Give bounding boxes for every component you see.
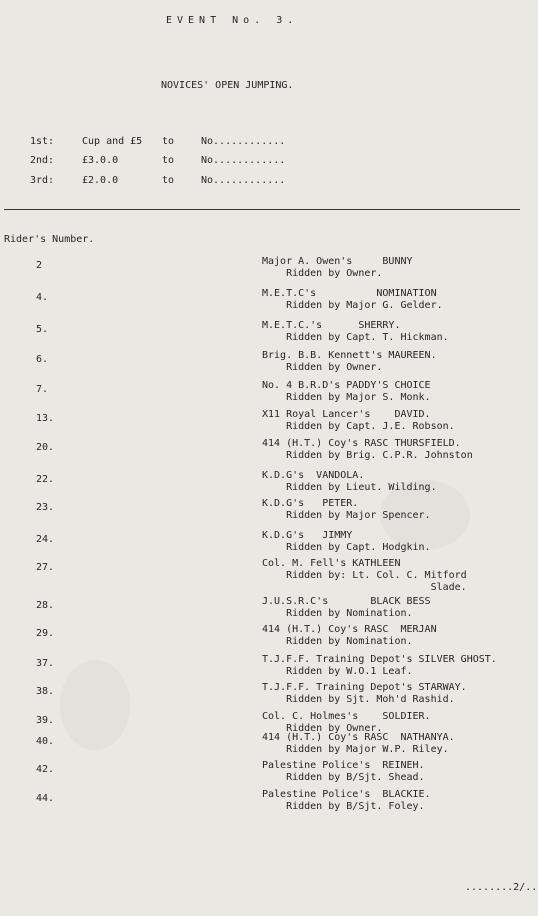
- entry-owner-horse: K.D.G's VANDOLA.: [262, 470, 365, 481]
- prize-value: Cup and £5: [82, 136, 143, 147]
- entry-rider: Ridden by: Lt. Col. C. Mitford: [262, 570, 467, 581]
- entry-rider: Ridden by B/Sjt. Foley.: [262, 801, 425, 812]
- rider-number: 23.: [36, 502, 55, 513]
- rider-number: 22.: [36, 474, 55, 485]
- entry-rider: Ridden by Major Spencer.: [262, 510, 431, 521]
- entry-owner-horse: Col. C. Holmes's SOLDIER.: [262, 711, 431, 722]
- rider-number: 13.: [36, 413, 55, 424]
- entry-owner-horse: 414 (H.T.) Coy's RASC THURSFIELD.: [262, 438, 461, 449]
- entry-rider: Ridden by Owner.: [262, 362, 383, 373]
- entry-rider: Ridden by Brig. C.P.R. Johnston: [262, 450, 473, 461]
- entry-rider: Ridden by Major G. Gelder.: [262, 300, 443, 311]
- entry-owner-horse: K.D.G's PETER.: [262, 498, 359, 509]
- entry-rider: Ridden by B/Sjt. Shead.: [262, 772, 425, 783]
- entry-owner-horse: 414 (H.T.) Coy's RASC NATHANYA.: [262, 732, 455, 743]
- entry-rider: Ridden by Major W.P. Riley.: [262, 744, 449, 755]
- rider-number: 7.: [36, 384, 49, 395]
- prize-number-blank: No............: [201, 136, 286, 147]
- entry-rider: Ridden by Nomination.: [262, 608, 413, 619]
- entry-owner-horse: 414 (H.T.) Coy's RASC MERJAN: [262, 624, 437, 635]
- entry-rider: Ridden by W.O.1 Leaf.: [262, 666, 413, 677]
- entry-rider: Ridden by Capt. J.E. Robson.: [262, 421, 455, 432]
- entry-rider: Ridden by Capt. T. Hickman.: [262, 332, 449, 343]
- riders-number-heading: Rider's Number.: [4, 234, 95, 245]
- entry-rider: Ridden by Lieut. Wilding.: [262, 482, 437, 493]
- rider-number: 39.: [36, 715, 55, 726]
- entry-rider: Ridden by Nomination.: [262, 636, 413, 647]
- entry-owner-horse: X11 Royal Lancer's DAVID.: [262, 409, 431, 420]
- entry-owner-horse: J.U.S.R.C's BLACK BESS: [262, 596, 431, 607]
- prize-place: 1st:: [30, 136, 55, 147]
- rider-number: 6.: [36, 354, 49, 365]
- entry-rider-continued: Slade.: [262, 582, 467, 593]
- prize-number-blank: No............: [201, 155, 286, 166]
- paper-stain: [60, 660, 130, 750]
- entry-rider: Ridden by Major S. Monk.: [262, 392, 431, 403]
- prize-value: £2.0.0: [82, 175, 119, 186]
- entry-owner-horse: No. 4 B.R.D's PADDY'S CHOICE: [262, 380, 431, 391]
- entry-owner-horse: Brig. B.B. Kennett's MAUREEN.: [262, 350, 437, 361]
- prize-to: to: [162, 155, 175, 166]
- entry-owner-horse: Col. M. Fell's KATHLEEN: [262, 558, 401, 569]
- rider-number: 24.: [36, 534, 55, 545]
- entry-rider: Ridden by Owner.: [262, 723, 383, 734]
- rider-number: 42.: [36, 764, 55, 775]
- rider-number: 40.: [36, 736, 55, 747]
- prize-place: 2nd:: [30, 155, 55, 166]
- entry-owner-horse: M.E.T.C.'s SHERRY.: [262, 320, 401, 331]
- event-title: NOVICES' OPEN JUMPING.: [161, 80, 294, 91]
- rider-number: 2: [36, 260, 43, 271]
- rider-number: 20.: [36, 442, 55, 453]
- entry-rider: Ridden by Sjt. Moh'd Rashid.: [262, 694, 455, 705]
- entry-owner-horse: M.E.T.C's NOMINATION: [262, 288, 437, 299]
- entry-owner-horse: T.J.F.F. Training Depot's STARWAY.: [262, 682, 467, 693]
- entry-owner-horse: Palestine Police's BLACKIE.: [262, 789, 431, 800]
- rider-number: 4.: [36, 292, 49, 303]
- prize-number-blank: No............: [201, 175, 286, 186]
- rider-number: 28.: [36, 600, 55, 611]
- continuation-marker: ........2/..: [465, 882, 538, 893]
- event-heading: EVENT No. 3.: [166, 15, 299, 26]
- entry-owner-horse: T.J.F.F. Training Depot's SILVER GHOST.: [262, 654, 497, 665]
- rider-number: 38.: [36, 686, 55, 697]
- prize-place: 3rd:: [30, 175, 55, 186]
- prize-to: to: [162, 175, 175, 186]
- entry-rider: Ridden by Owner.: [262, 268, 383, 279]
- rider-number: 44.: [36, 793, 55, 804]
- prize-value: £3.0.0: [82, 155, 119, 166]
- entry-owner-horse: K.D.G's JIMMY: [262, 530, 353, 541]
- entry-owner-horse: Major A. Owen's BUNNY: [262, 256, 413, 267]
- rider-number: 5.: [36, 324, 49, 335]
- entry-owner-horse: Palestine Police's REINEH.: [262, 760, 425, 771]
- rider-number: 29.: [36, 628, 55, 639]
- entry-rider: Ridden by Capt. Hodgkin.: [262, 542, 431, 553]
- horizontal-rule: [4, 209, 520, 210]
- rider-number: 27.: [36, 562, 55, 573]
- rider-number: 37.: [36, 658, 55, 669]
- prize-to: to: [162, 136, 175, 147]
